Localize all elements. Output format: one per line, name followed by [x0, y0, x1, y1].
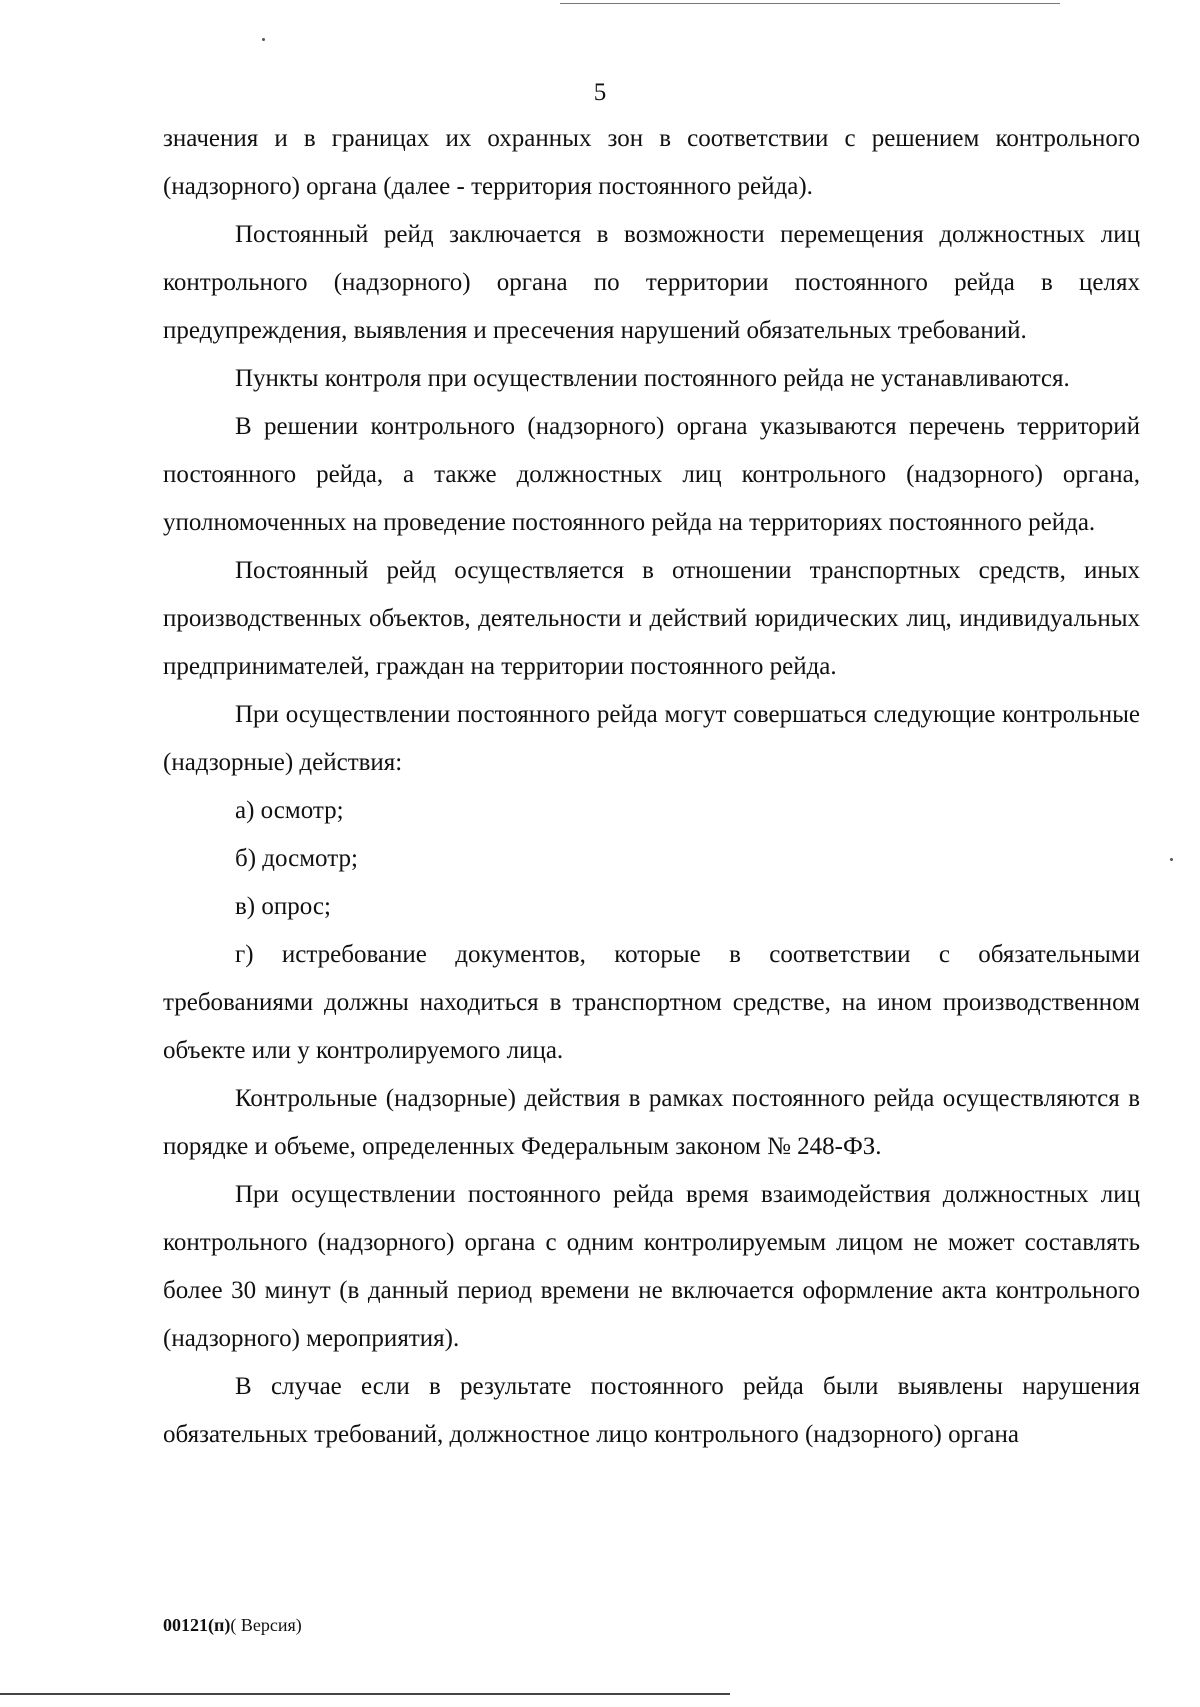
paragraph: Постоянный рейд осуществляется в отношении транспортных средств, иных производственных объектов, деятельности и действий юридических лиц, индивидуальных предпринимателей, граждан на территории постоянного рейда.	[163, 557, 1140, 680]
list-item: б) досмотр;	[235, 845, 358, 872]
footer-version: ( Версия)	[230, 1615, 302, 1635]
list-item: в) опрос;	[235, 893, 331, 920]
page-number: 5	[593, 79, 607, 106]
footer-document-code	[163, 1614, 302, 1636]
paragraph: При осуществлении постоянного рейда время взаимодействия должностных лиц контрольного (надзорного) органа с одним контролируемым лицом не может составлять более 30 минут (в данный период времени не включается оформление акта контрольного (надзорного) мероприятия).	[163, 1181, 1140, 1352]
scan-speck	[1170, 858, 1173, 861]
paragraph: Пункты контроля при осуществлении постоянного рейда не устанавливаются.	[235, 365, 1070, 392]
scan-edge-line-top	[560, 3, 1060, 4]
document-body	[163, 115, 1140, 1459]
paragraph: В решении контрольного (надзорного) органа указываются перечень территорий постоянного рейда, а также должностных лиц контрольного (надзорного) органа, уполномоченных на проведение постоянного рейда на территориях постоянного рейда.	[163, 413, 1140, 536]
list-item: а) осмотр;	[235, 797, 344, 824]
paragraph: В случае если в результате постоянного рейда были выявлены нарушения обязательных требований, должностное лицо контрольного (надзорного) органа	[163, 1373, 1140, 1448]
scan-speck	[262, 38, 265, 41]
paragraph: Постоянный рейд заключается в возможности перемещения должностных лиц контрольного (надзорного) органа по территории постоянного рейда в целях предупреждения, выявления и пресечения нарушений обязательных требований.	[163, 221, 1140, 344]
paragraph: При осуществлении постоянного рейда могут совершаться следующие контрольные (надзорные) действия:	[163, 701, 1140, 776]
paragraph-continuation: значения и в границах их охранных зон в соответствии с решением контрольного (надзорного) органа (далее - территория постоянного рейда).	[163, 125, 1140, 200]
paragraph: Контрольные (надзорные) действия в рамках постоянного рейда осуществляются в порядке и объеме, определенных Федеральным законом № 248-ФЗ.	[163, 1085, 1140, 1160]
list-item: г) истребование документов, которые в соответствии с обязательными требованиями должны находиться в транспортном средстве, на ином производственном объекте или у контролируемого лица.	[163, 941, 1140, 1064]
footer-code: 00121(п)	[163, 1615, 231, 1635]
scan-edge-line-bottom	[0, 1693, 730, 1695]
